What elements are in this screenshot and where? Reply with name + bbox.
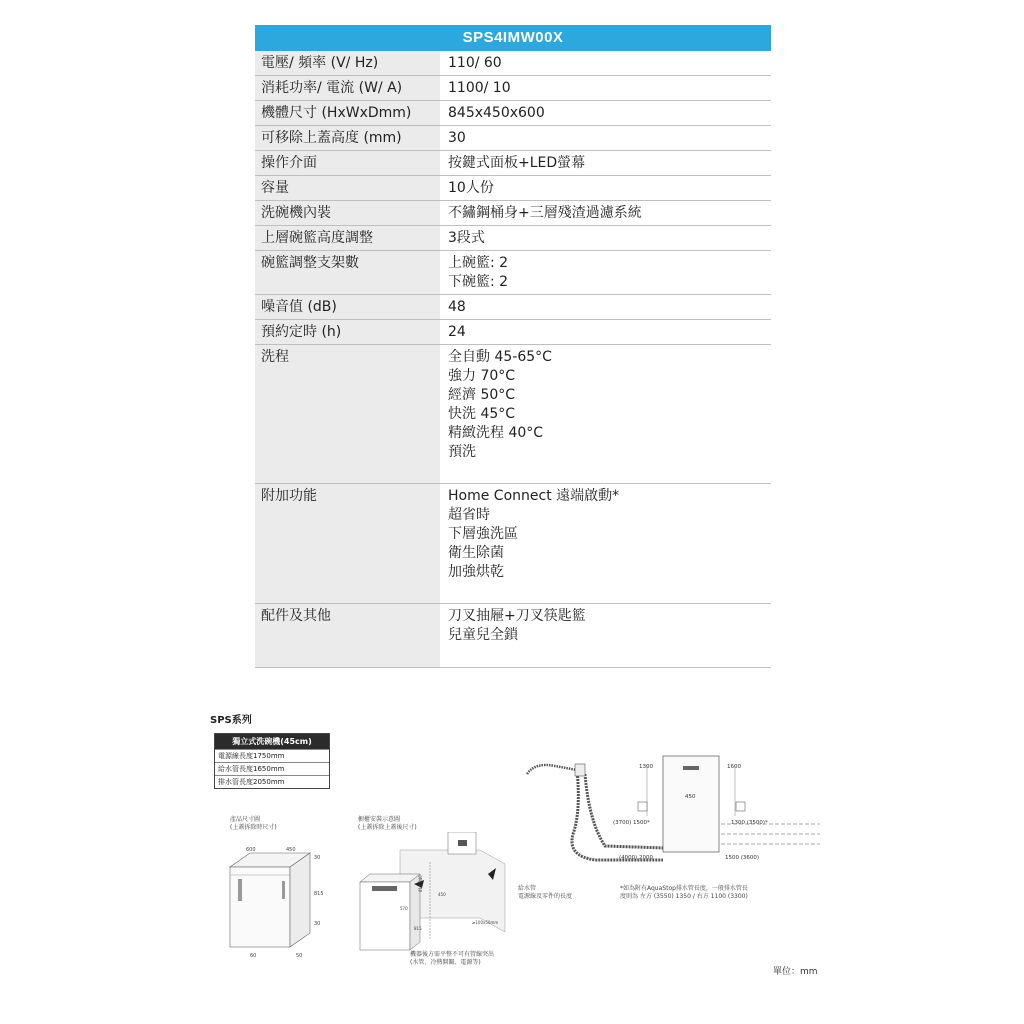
spec-label: 消耗功率/ 電流 (W/ A) (255, 76, 440, 100)
hose-l3: (4000) 2000 (619, 855, 654, 861)
dim-top: 30 (314, 855, 321, 861)
spec-row (255, 226, 771, 251)
spec-label: 附加功能 (255, 484, 440, 603)
spec-value-line: 10人份 (448, 180, 494, 196)
spec-value (440, 604, 771, 667)
spec-value-line: 衛生除菌 (448, 545, 504, 561)
spec-row (255, 51, 771, 76)
spec-row (255, 345, 771, 484)
spec-value (440, 226, 771, 250)
hose-mid: 450 (685, 794, 696, 800)
spec-label: 機體尺寸 (HxWxDmm) (255, 101, 440, 125)
spec-value-line: 兒童兒全鎖 (448, 627, 518, 643)
spec-label: 可移除上蓋高度 (mm) (255, 126, 440, 150)
unit-label: 單位：mm (773, 967, 818, 977)
spec-value (440, 101, 771, 125)
spec-value-line: 預洗 (448, 444, 476, 460)
hose-footnote: *如為附有AquaStop排水管長度，一般排水管長 度則為 左方 (3550) 1350 / 右方 1100 (3300) (620, 885, 748, 900)
cabinet-installation-drawing (350, 832, 515, 957)
product-dimension-drawing (220, 845, 330, 965)
spec-label: 容量 (255, 176, 440, 200)
hose-l2: (3700) 1500* (613, 820, 650, 826)
spec-label: 上層碗籃高度調整 (255, 226, 440, 250)
hose-l1: 1300 (639, 764, 653, 770)
product-caption: 產品尺寸圖 (上蓋拆除時尺寸) (230, 816, 277, 831)
spec-label: 操作介面 (255, 151, 440, 175)
spec-label: 預約定時 (h) (255, 320, 440, 344)
spec-value-line: 經濟 50°C (448, 387, 516, 403)
spec-value (440, 126, 771, 150)
model-header: SPS4IMW00X (255, 25, 771, 51)
hose-r3: 1500 (3600) (725, 855, 760, 861)
spec-row (255, 176, 771, 201)
dim-h1: 815-840 (418, 875, 423, 892)
spec-row (255, 251, 771, 295)
spec-value (440, 151, 771, 175)
spec-label: 電壓/ 頻率 (V/ Hz) (255, 51, 440, 75)
spec-value (440, 345, 771, 483)
cabinet-note: 機器後方需平整不可有管線突出 (水管、冷熱開關、電源等) (410, 951, 495, 966)
spec-value-line: 1100/ 10 (448, 80, 511, 96)
dim-lid: 30 (314, 921, 321, 927)
spec-value-line: 24 (448, 324, 466, 340)
cabinet-caption: 橱櫃安裝示意圖 (上蓋拆除上蓋後尺寸) (358, 816, 417, 831)
spec-value-line: 超省時 (448, 507, 490, 523)
spec-label: 配件及其他 (255, 604, 440, 667)
spec-value-line: Home Connect 遠端啟動* (448, 488, 620, 504)
spec-value-line: 下層強洗區 (448, 526, 518, 542)
dim-w1: 450 (438, 892, 446, 897)
spec-value (440, 201, 771, 225)
spec-label: 碗籃調整支架數 (255, 251, 440, 294)
spec-rows (255, 51, 771, 668)
spec-row (255, 151, 771, 176)
hose-table-row: 排水管長度2050mm (215, 775, 329, 788)
spec-row (255, 604, 771, 668)
spec-value (440, 251, 771, 294)
spec-value (440, 76, 771, 100)
spec-row (255, 201, 771, 226)
hose-connection-diagram (515, 752, 820, 872)
spec-row (255, 484, 771, 604)
hose-length-table (214, 733, 330, 789)
dim-h2: 815 (414, 926, 422, 931)
spec-label: 洗碗機內裝 (255, 201, 440, 225)
dim-depth: 600 (246, 847, 256, 853)
hose-legend: 給水管 電源線及零件的長度 (518, 885, 573, 900)
hose-r1: 1600 (727, 764, 741, 770)
spec-value-line: 3段式 (448, 230, 485, 246)
spec-label: 洗程 (255, 345, 440, 483)
spec-value-line: 上碗籃: 2 (448, 255, 509, 271)
spec-value-line: 刀叉抽屜+刀叉筷匙籃 (448, 608, 586, 624)
series-title: SPS系列 (210, 715, 252, 726)
hose-table-row: 電源線長度1750mm (215, 749, 329, 762)
hose-r2: 1300 (3500)* (731, 820, 768, 826)
dim-gap: ≥100x50mm (472, 920, 499, 925)
spec-value-line: 下碗籃: 2 (448, 274, 509, 290)
hose-table-row: 給水管長度1650mm (215, 762, 329, 775)
spec-value-line: 按鍵式面板+LED螢幕 (448, 155, 586, 171)
hose-table-title: 獨立式洗碗機(45cm) (215, 734, 329, 749)
dim-height: 815 (314, 891, 324, 897)
spec-value-line: 30 (448, 130, 466, 146)
spec-label: 噪音值 (dB) (255, 295, 440, 319)
spec-value-line: 加強烘乾 (448, 564, 504, 580)
spec-value (440, 484, 771, 603)
dim-bottom: 60 (250, 953, 257, 959)
spec-value-line: 快洗 45°C (448, 406, 516, 422)
spec-value-line: 110/ 60 (448, 55, 502, 71)
spec-value (440, 51, 771, 75)
spec-value (440, 295, 771, 319)
dim-foot: 50 (296, 953, 303, 959)
spec-row (255, 101, 771, 126)
spec-value (440, 320, 771, 344)
spec-value-line: 全自動 45-65°C (448, 349, 552, 365)
spec-value-line: 不鏽鋼桶身+三層殘渣過濾系統 (448, 205, 642, 221)
spec-row (255, 320, 771, 345)
spec-value-line: 精緻洗程 40°C (448, 425, 544, 441)
spec-value-line: 強力 70°C (448, 368, 516, 384)
spec-row (255, 126, 771, 151)
dim-width: 450 (286, 847, 296, 853)
dim-d1: 570 (400, 906, 408, 911)
spec-value-line: 845x450x600 (448, 105, 545, 121)
spec-row (255, 76, 771, 101)
spec-table (255, 25, 771, 668)
spec-value-line: 48 (448, 299, 466, 315)
spec-row (255, 295, 771, 320)
spec-value (440, 176, 771, 200)
